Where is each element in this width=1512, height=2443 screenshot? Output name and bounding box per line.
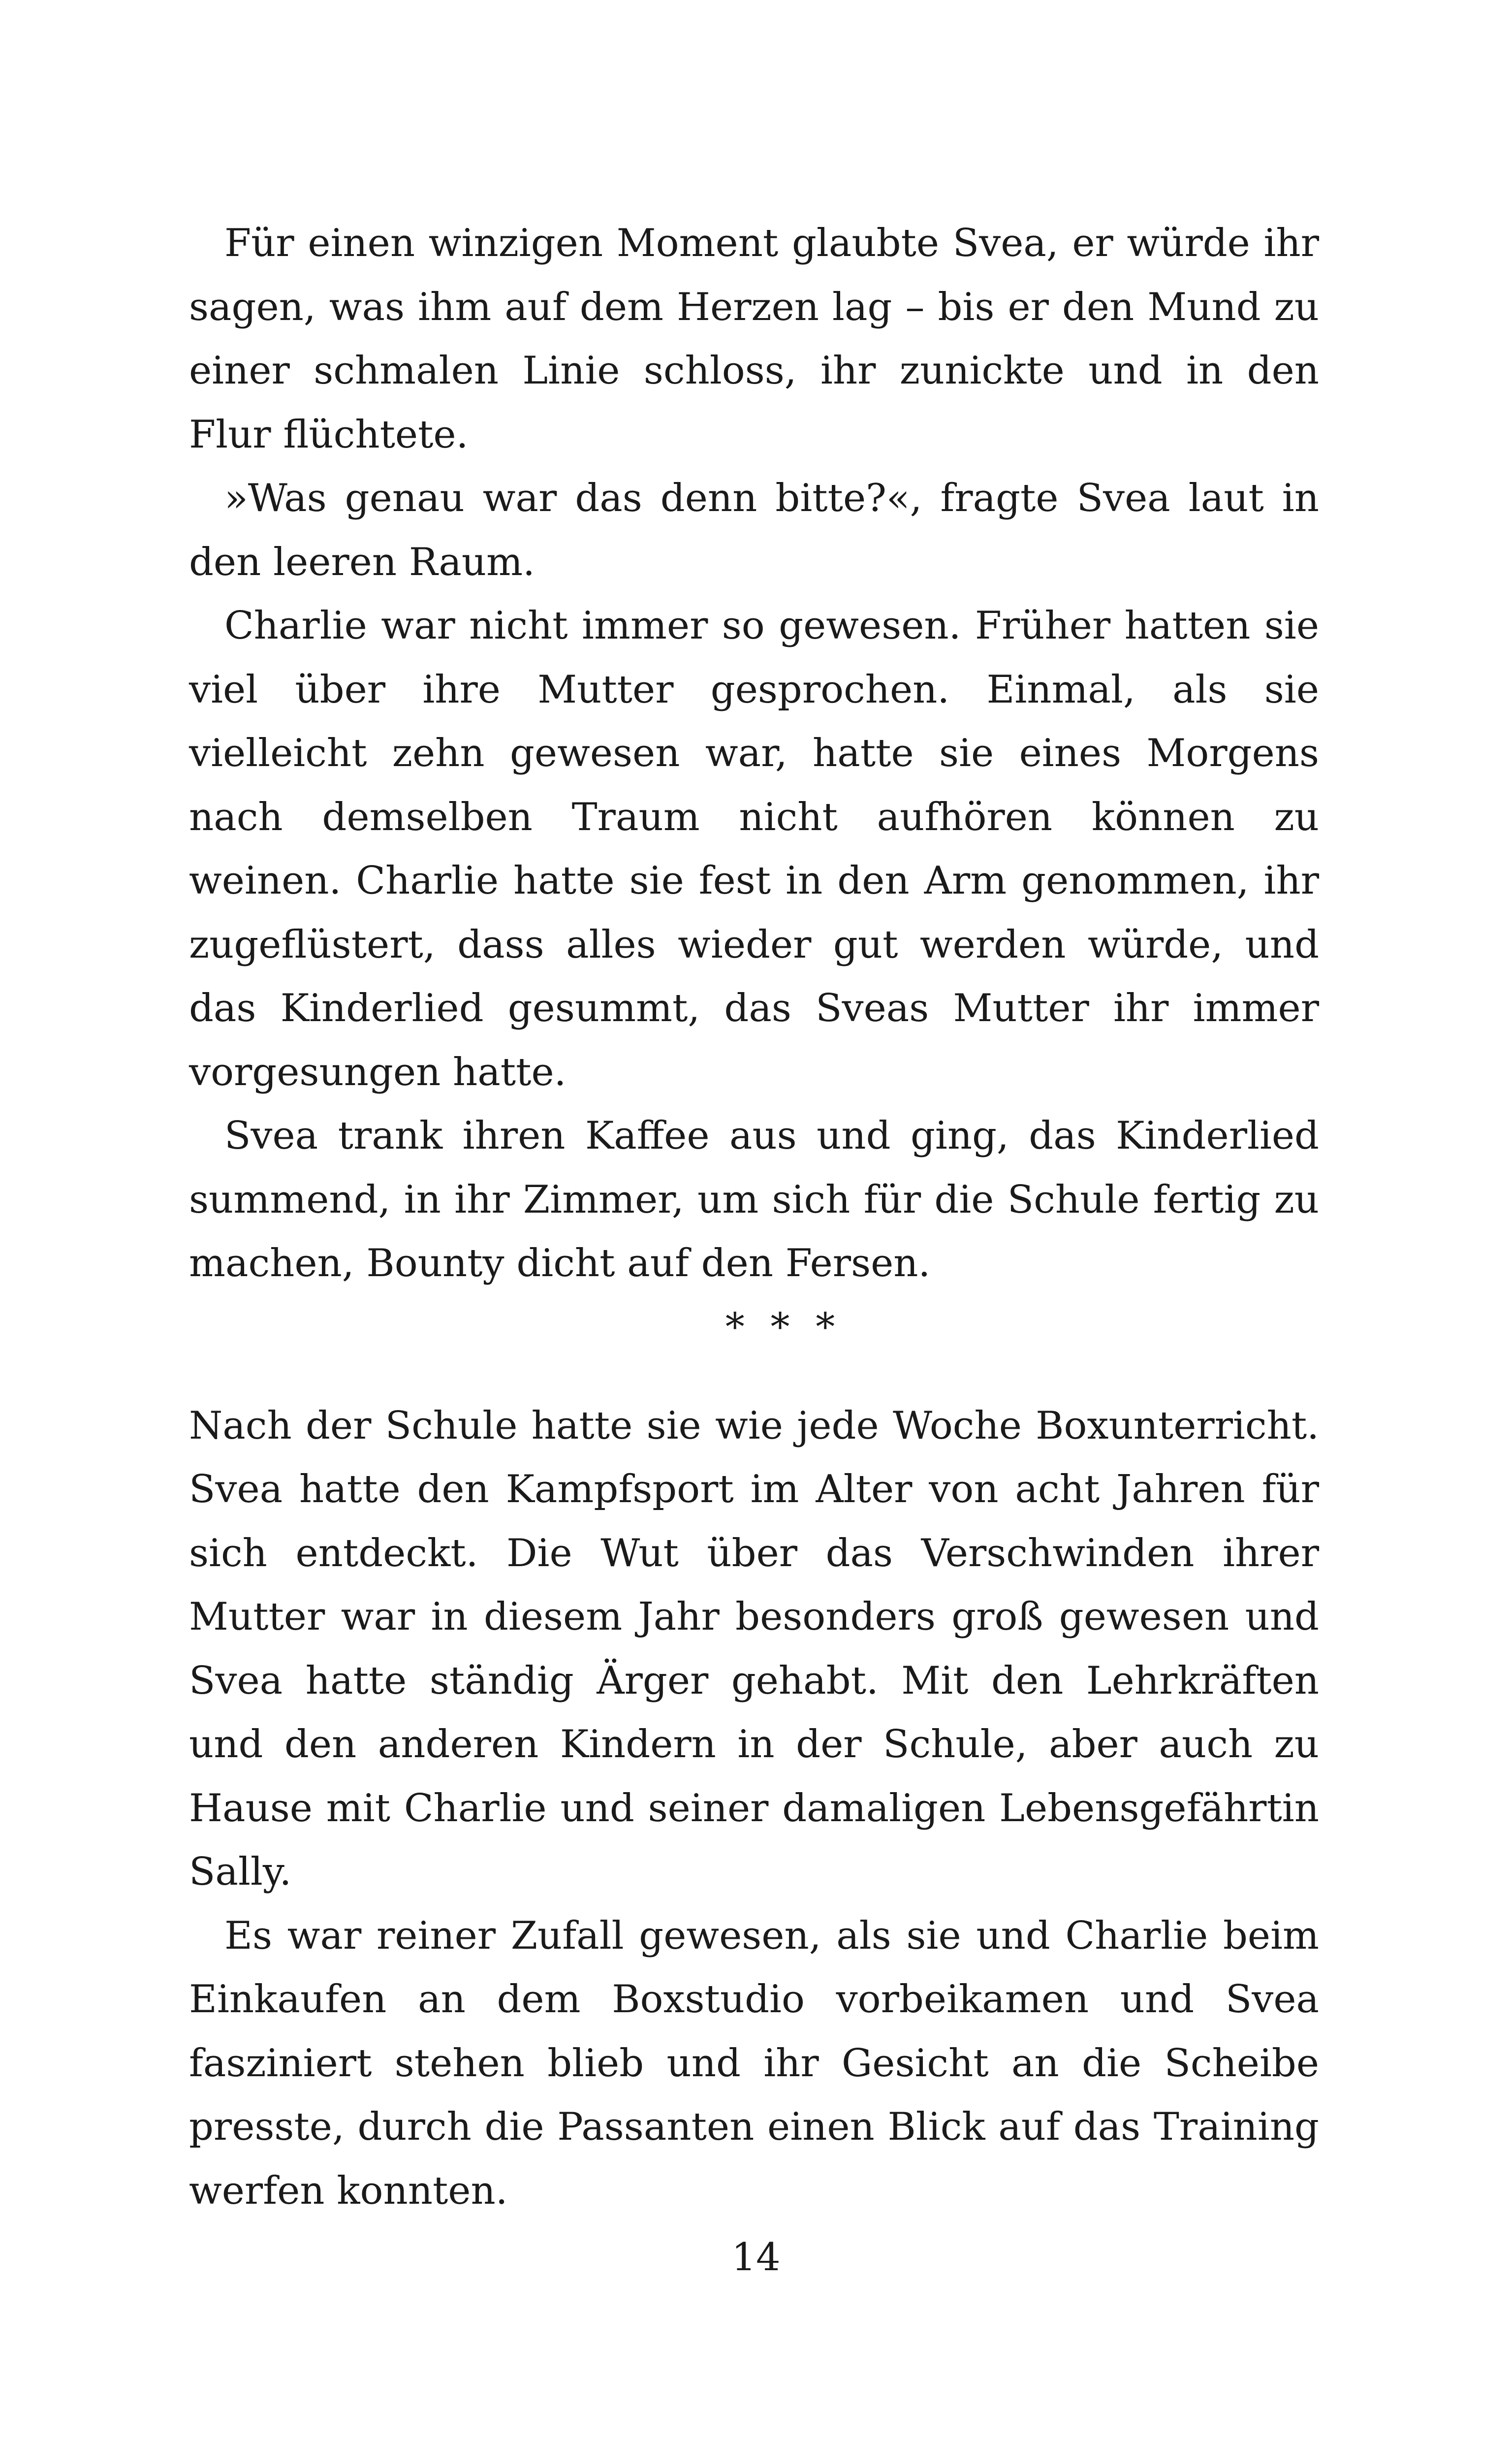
paragraph-charlie-memory: Charlie war nicht immer so gewesen. Früher hatten sie viel über ihre Mutter gesprochen. Einmal, als sie vielleicht zehn gewesen war, hatte sie eines Morgens nach demselben Traum nicht aufhören können zu weinen. Charlie hatte sie fest in den Arm genommen, ihr zugeflüstert, dass alles wieder gut werden würde, und das Kinderlied gesummt, das Sveas Mutter ihr immer vorgesungen hatte. [189, 604, 1319, 1094]
body-text [189, 212, 1319, 2223]
scene-break: * * * [725, 1305, 842, 1350]
paragraph-question: »Was genau war das denn bitte?«, fragte Svea laut in den leeren Raum. [189, 476, 1319, 584]
paragraph-coffee: Svea trank ihren Kaffee aus und ging, das Kinderlied summend, in ihr Zimmer, um sich für die Schule fertig zu machen, Bounty dicht auf den Fersen. [189, 1114, 1319, 1286]
page-number: 14 [731, 2235, 781, 2280]
paragraph-boxing: Nach der Schule hatte sie wie jede Woche Boxunterricht. Svea hatte den Kampfsport im Alter von acht Jahren für sich entdeckt. Die Wut über das Verschwinden ihrer Mutter war in diesem Jahr besonders groß gewesen und Svea hatte ständig Ärger gehabt. Mit den Lehrkräften und den anderen Kindern in der Schule, aber auch zu Hause mit Charlie und seiner damaligen Lebensgefährtin Sally. [189, 1403, 1319, 1894]
paragraph-svea-moment: Für einen winzigen Moment glaubte Svea, er würde ihr sagen, was ihm auf dem Herzen lag – bis er den Mund zu einer schmalen Linie schloss, ihr zunickte und in den Flur flüchtete. [189, 221, 1319, 457]
paragraph-boxstudio: Es war reiner Zufall gewesen, als sie und Charlie beim Einkaufen an dem Boxstudio vorbeikamen und Svea fasziniert stehen blieb und ihr Gesicht an die Scheibe presste, durch die Passanten einen Blick auf das Training werfen konnten. [189, 1913, 1319, 2213]
